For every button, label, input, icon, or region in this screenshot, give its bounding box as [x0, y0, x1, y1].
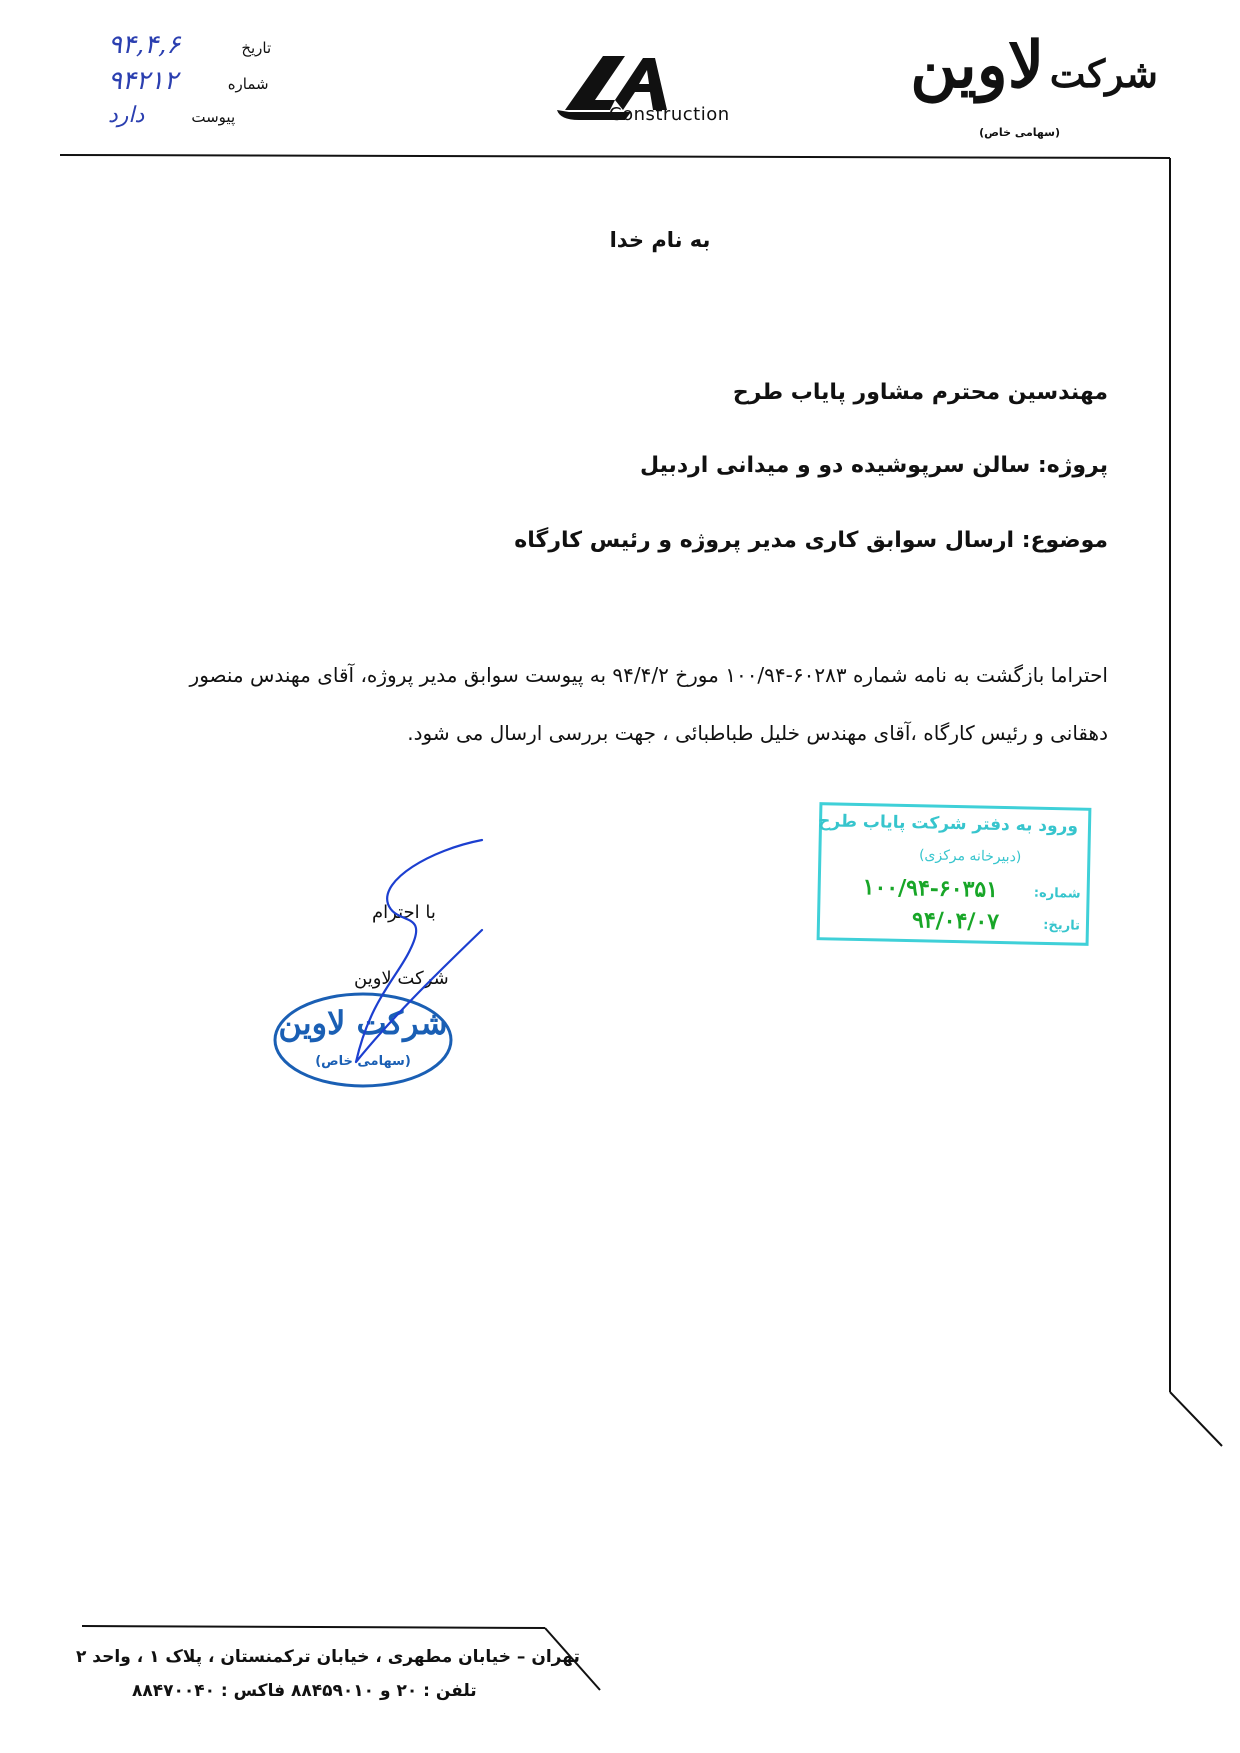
footer-phones: تلفن : ۲۰ و ۸۸۴۵۹۰۱۰ فاکس : ۸۸۴۷۰۰۴۰	[132, 1681, 477, 1701]
signature-company: شرکت لاوین	[354, 968, 449, 989]
number-label: شماره	[227, 75, 269, 93]
received-stamp	[817, 802, 1092, 946]
attachment-value: دارد	[108, 103, 145, 128]
date-value: ۹۴,۴,۶	[108, 30, 181, 60]
seal-main-text: شرکت لاوین	[278, 1004, 448, 1042]
company-word: شرکت	[1049, 51, 1158, 96]
project-line: پروژه: سالن سرپوشیده دو و میدانی اردبیل	[639, 453, 1108, 478]
logo-text: Construction	[609, 104, 730, 125]
stamp-date-value: ۹۴/۰۴/۰۷	[911, 907, 1000, 935]
company-brand: لاوین	[910, 28, 1045, 103]
handwritten-signature	[350, 830, 490, 1070]
subject-line: موضوع: ارسال سوابق کاری مدیر پروژه و رئیس کارگاه	[514, 528, 1108, 553]
stamp-date-label: تاریخ:	[1043, 917, 1081, 934]
stamp-number-value: ۱۰۰/۹۴-۶۰۳۵۱	[862, 874, 999, 903]
letter-body: احتراما بازگشت به نامه شماره ۶۰۲۸۳-۱۰۰/۹۴ مورخ ۹۴/۴/۲ به پیوست سوابق مدیر پروژه، آقای مهندس منصور دهقانی و رئیس کارگاه ،آقای مهندس خلیل طباطبائی ، جهت بررسی ارسال می شود.	[189, 663, 1108, 745]
stamp-subtitle: (دبیرخانه مرکزی)	[918, 847, 1022, 866]
attachment-label: پیوست	[191, 108, 236, 126]
bismillah-heading: به نام خدا	[609, 228, 711, 252]
number-value: ۹۴۲۱۲	[108, 66, 178, 96]
stamp-number-label: شماره:	[1033, 885, 1081, 902]
company-type: (سهامی خاص)	[979, 126, 1060, 139]
recipient-line: مهندسین محترم مشاور پایاب طرح	[732, 380, 1108, 405]
footer-address: تهران – خیابان مطهری ، خیابان ترکمنستان ، پلاک ۱ ، واحد ۲	[76, 1647, 580, 1667]
seal-sub-text: (سهامی خاص)	[315, 1054, 411, 1069]
closing-text: با احترام	[372, 902, 436, 923]
date-label: تاریخ	[241, 39, 272, 57]
stamp-title: ورود به دفتر شرکت پایاب طرح	[817, 811, 1079, 837]
